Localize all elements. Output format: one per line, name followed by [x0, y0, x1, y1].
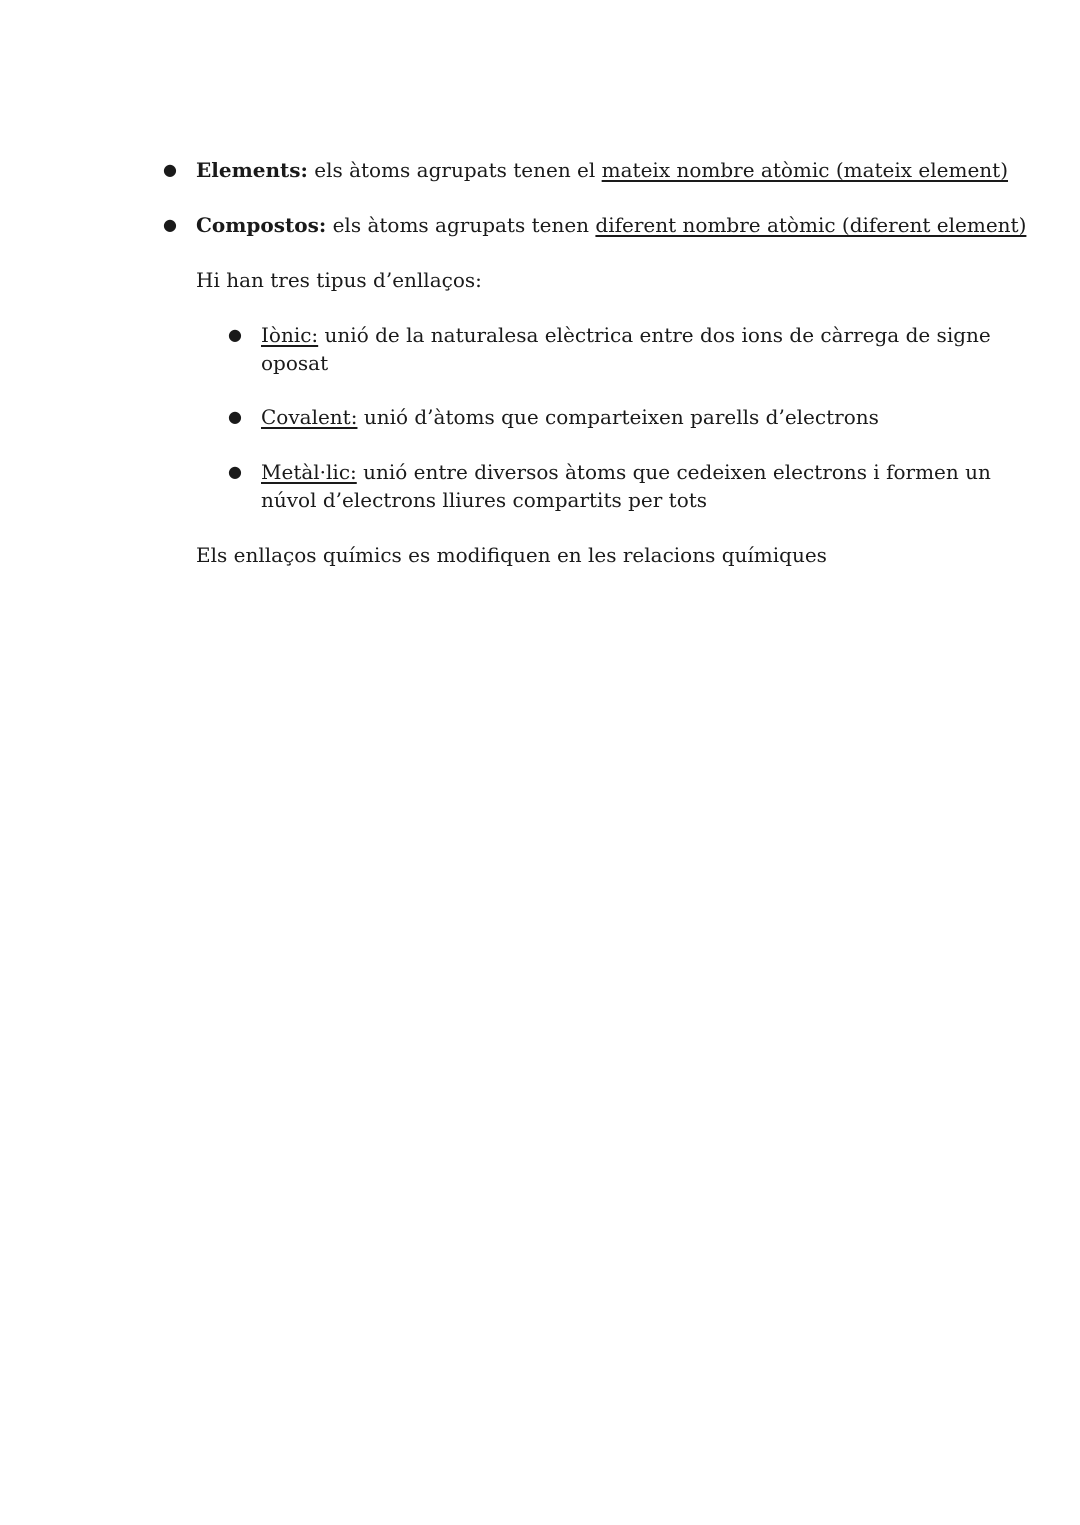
term-ionic: Iònic: [261, 323, 319, 347]
text-compostos: els àtoms agrupats tenen [326, 213, 596, 237]
list-item-metallic-continuation: núvol d’electrons lliures compartits per tots [261, 488, 708, 512]
bullet-icon: ● [228, 407, 242, 426]
list-item-metallic [261, 458, 991, 486]
bullet-icon: ● [163, 215, 177, 234]
closing-paragraph: Els enllaços químics es modifiquen en les relacions químiques [196, 543, 827, 567]
term-compostos: Compostos: [196, 213, 327, 237]
list-item-covalent [261, 403, 879, 431]
bullet-icon: ● [228, 462, 242, 481]
text-metallic: unió entre diversos àtoms que cedeixen electrons i formen un [356, 460, 991, 484]
list-item-ionic-continuation: oposat [261, 351, 329, 375]
term-metallic: Metàl·lic: [261, 460, 357, 484]
bullet-icon: ● [228, 325, 242, 344]
bullet-icon: ● [163, 160, 177, 179]
term-covalent: Covalent: [261, 405, 358, 429]
term-elements: Elements: [196, 158, 308, 182]
underlined-elements: mateix nombre atòmic (mateix element) [601, 158, 1009, 182]
list-item-elements [196, 156, 1008, 184]
list-item-ionic [261, 321, 991, 349]
text-covalent: unió d’àtoms que comparteixen parells d’electrons [357, 405, 879, 429]
underlined-compostos: diferent nombre atòmic (diferent element) [595, 213, 1027, 237]
text-elements: els àtoms agrupats tenen el [307, 158, 602, 182]
intro-paragraph: Hi han tres tipus d’enllaços: [196, 268, 482, 292]
list-item-compostos [196, 211, 1026, 239]
text-ionic: unió de la naturalesa elèctrica entre dos ions de càrrega de signe [318, 323, 991, 347]
